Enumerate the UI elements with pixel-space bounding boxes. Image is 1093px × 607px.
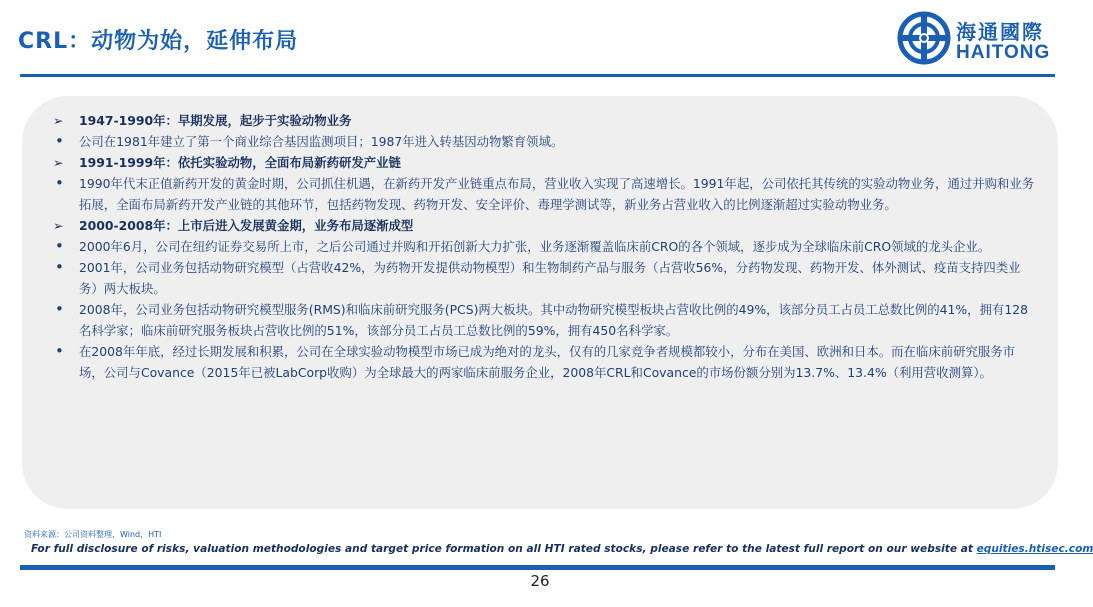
bullet-item xyxy=(52,341,1037,383)
bullet-item xyxy=(52,173,1037,215)
header-divider xyxy=(20,74,1055,77)
dot-bullet-icon: • xyxy=(55,342,64,360)
heading-text: 2000-2008年：上市后进入发展黄金期，业务布局逐渐成型 xyxy=(79,218,414,233)
logo-chinese-text: 海通國際 xyxy=(956,20,1044,44)
bullet-text: 在2008年年底，经过长期发展和积累，公司在全球实验动物模型市场已成为绝对的龙头，仅有的几家竞争者规模都较小，分布在美国、欧洲和日本。而在临床前研究服务市场，公司与Covance（2015年已被LabCorp收购）为全球最大的两家临床前服务企业，2008年CRL和Covance的市场份额分别为13.7%、13.4%（利用营收测算）。 xyxy=(79,344,1016,380)
dot-bullet-icon: • xyxy=(55,237,64,255)
page-title: CRL：动物为始，延伸布局 xyxy=(18,29,299,54)
section-heading xyxy=(52,215,1037,236)
bullet-text: 2000年6月，公司在纽约证券交易所上市，之后公司通过并购和开拓创新大力扩张，业务逐渐覆盖临床前CRO的各个领域，逐步成为全球临床前CRO领域的龙头企业。 xyxy=(79,239,991,254)
arrow-bullet-icon: ➢ xyxy=(53,113,64,128)
source-note: 资料来源：公司资料整理，Wind，HTI xyxy=(24,530,162,539)
arrow-bullet-icon: ➢ xyxy=(53,155,64,170)
dot-bullet-icon: • xyxy=(55,258,64,276)
company-logo xyxy=(898,10,1058,66)
heading-text: 1947-1990年：早期发展，起步于实验动物业务 xyxy=(79,113,352,128)
footer-divider xyxy=(20,565,1055,570)
website-link[interactable]: equities.htisec.com xyxy=(976,543,1093,555)
section-heading xyxy=(52,110,1037,131)
bullet-text: 2008年，公司业务包括动物研究模型服务(RMS)和临床前研究服务(PCS)两大板块。其中动物研究模型板块占营收比例的49%，该部分员工占员工总数比例的41%，拥有128名科学家；临床前研究服务板块占营收比例的51%，该部分员工占员工总数比例的59%，拥有450名科学家。 xyxy=(79,302,1028,338)
haitong-logo-icon xyxy=(898,12,950,64)
dot-bullet-icon: • xyxy=(55,300,64,318)
dot-bullet-icon: • xyxy=(55,174,64,192)
bullet-item xyxy=(52,236,1037,257)
bullet-text: 公司在1981年建立了第一个商业综合基因监测项目；1987年进入转基因动物繁育领域。 xyxy=(79,134,564,149)
disclaimer-body: For full disclosure of risks, valuation methodologies and target price formation on all HTI rated stocks, please refer to the latest full report on our website at xyxy=(31,543,977,555)
logo-english-text: HAITONG xyxy=(956,42,1051,63)
heading-text: 1991-1999年：依托实验动物，全面布局新药研发产业链 xyxy=(79,155,401,170)
dot-bullet-icon: • xyxy=(55,132,64,150)
bullet-item xyxy=(52,257,1037,299)
bullet-text: 1990年代末正值新药开发的黄金时期，公司抓住机遇，在新药开发产业链重点布局，营业收入实现了高速增长。1991年起，公司依托其传统的实验动物业务，通过并购和业务拓展，全面布局新药开发产业链的其他环节，包括药物发现、药物开发、安全评价、毒理学测试等，新业务占营业收入的比例逐渐超过实验动物业务。 xyxy=(79,176,1035,212)
bullet-text: 2001年，公司业务包括动物研究模型（占营收42%，为药物开发提供动物模型）和生物制药产品与服务（占营收56%，分药物发现、药物开发、体外测试、疫苗支持四类业务）两大板块。 xyxy=(79,260,1021,296)
arrow-bullet-icon: ➢ xyxy=(53,218,64,233)
bullet-item xyxy=(52,131,1037,152)
page-number: 26 xyxy=(530,572,550,590)
section-heading xyxy=(52,152,1037,173)
disclaimer-text xyxy=(31,543,1093,555)
bullet-item xyxy=(52,299,1037,341)
content-list xyxy=(52,110,1037,383)
